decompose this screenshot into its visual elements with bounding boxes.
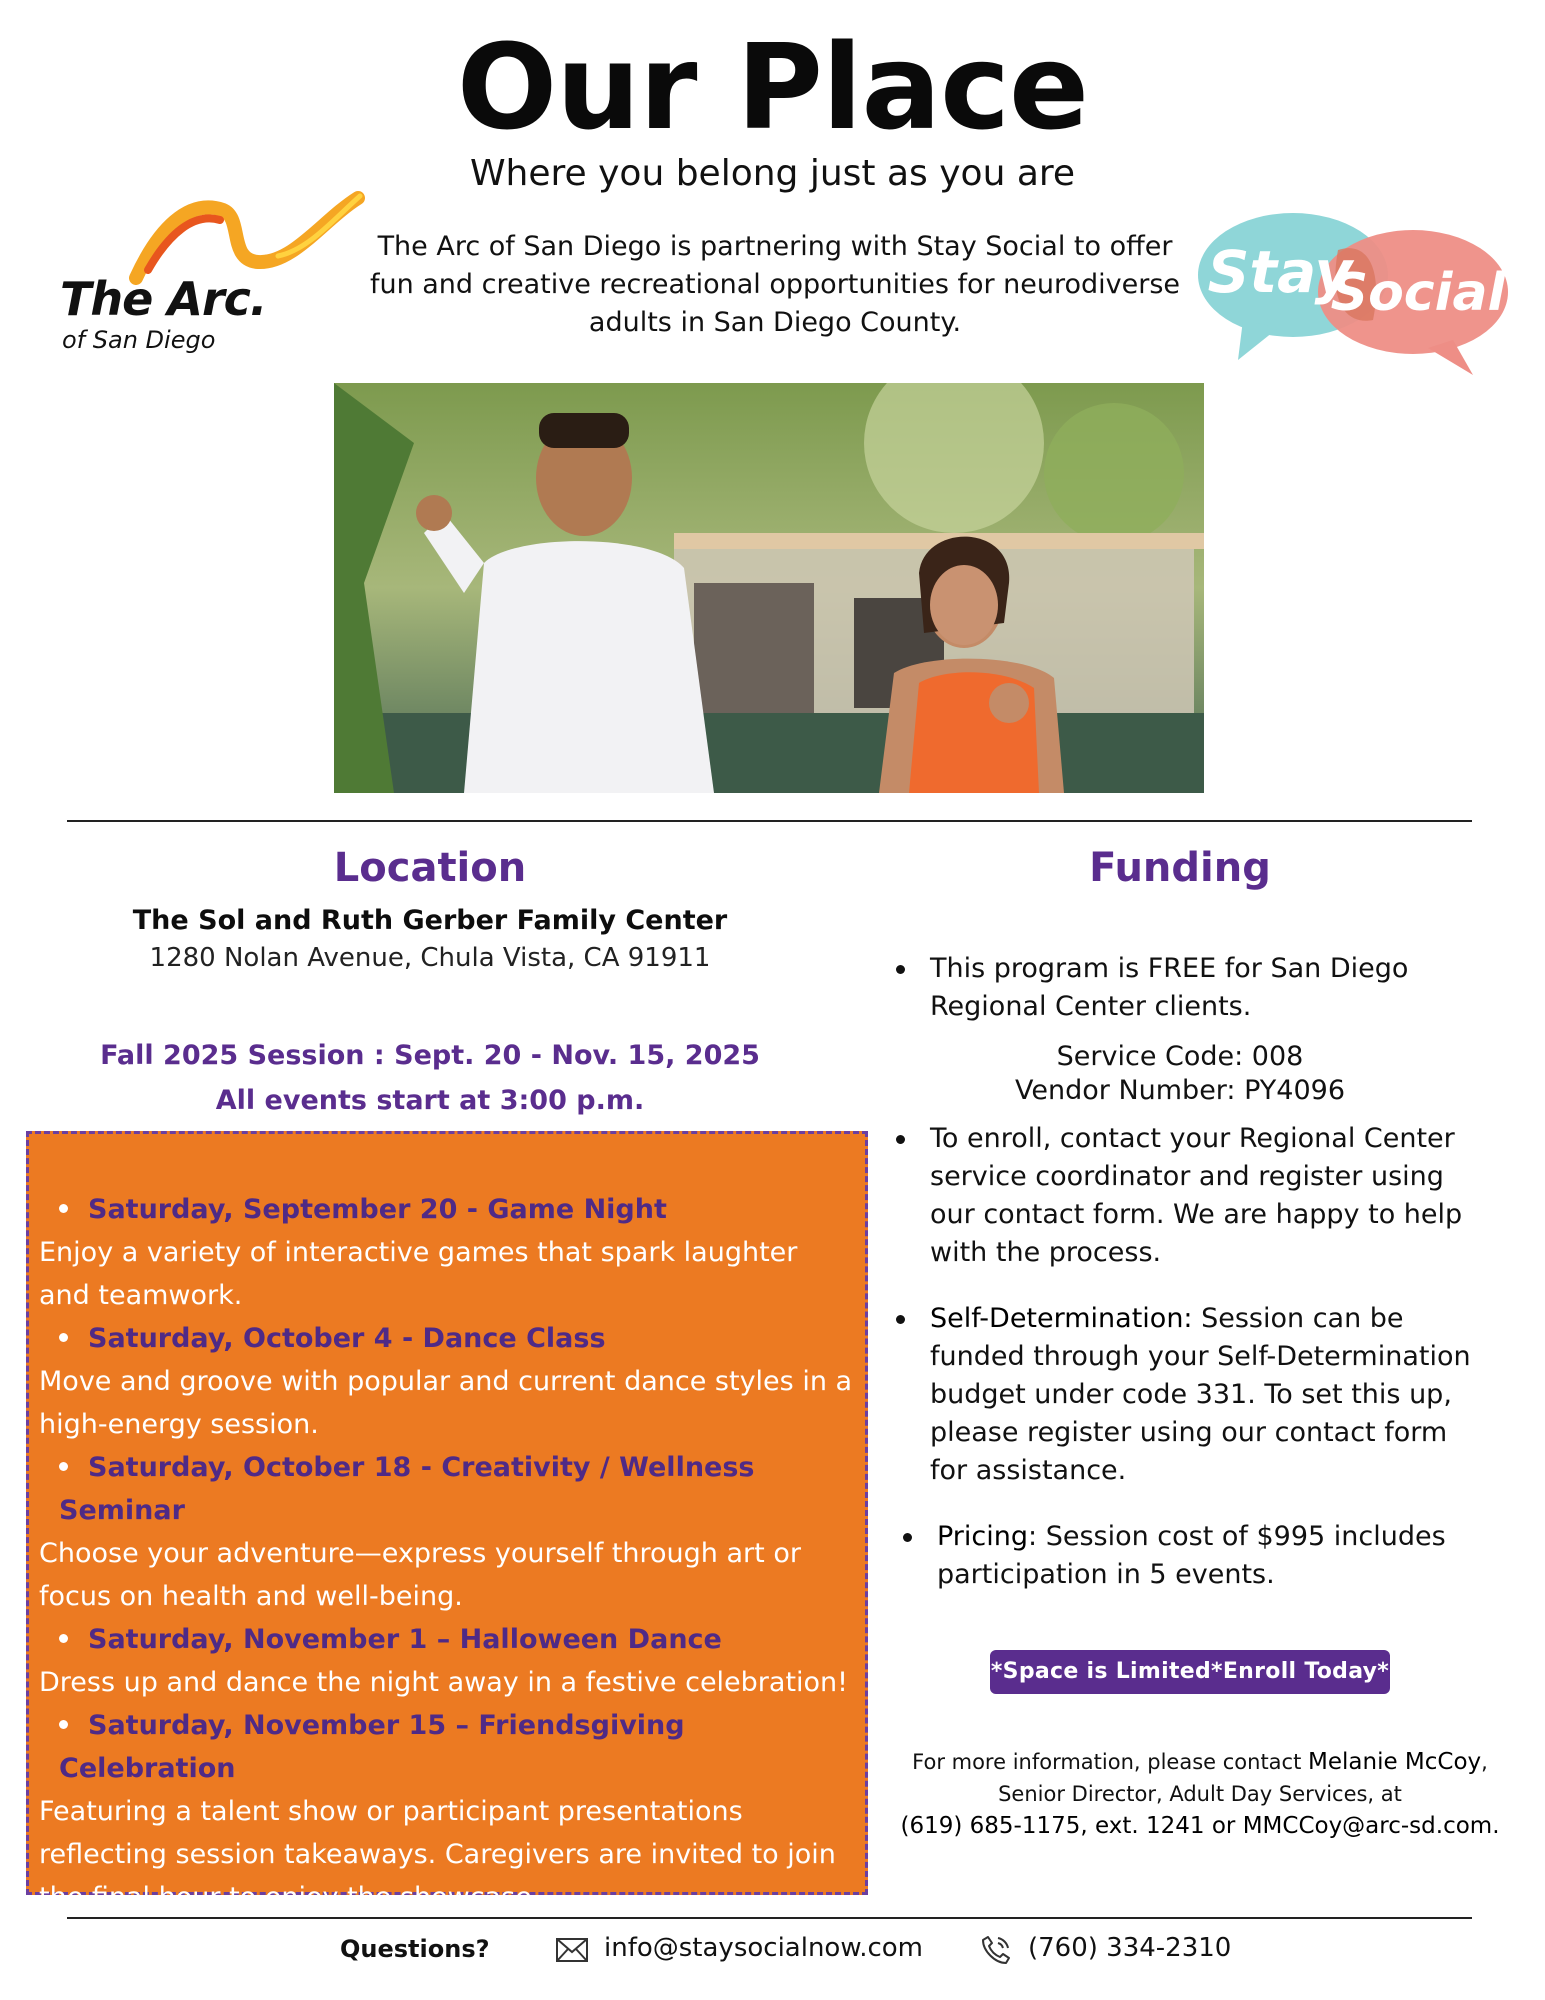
event-description: Enjoy a variety of interactive games that spark laughter and teamwork. (39, 1237, 798, 1311)
enroll-today-badge: *Space is Limited*Enroll Today* (990, 1650, 1390, 1694)
contact-title: Senior Director, Adult Day Services, at (998, 1782, 1402, 1806)
pricing-label: Pricing (937, 1521, 1029, 1552)
pricing-text: : Session cost of $995 includes participation in 5 events. (937, 1521, 1446, 1590)
arc-logo (58, 190, 318, 360)
contact-line1-post: , (1481, 1750, 1488, 1774)
funding-heading: Funding (1089, 845, 1271, 891)
footer-email-link[interactable]: info@staysocialnow.com (604, 1933, 924, 1963)
funding-pricing-item (937, 1518, 1477, 1594)
venue-name: The Sol and Ruth Gerber Family Center (132, 905, 728, 936)
speech-bubbles-icon (1198, 210, 1508, 380)
bullet-icon (896, 965, 905, 974)
event-description: Dress up and dance the night away in a festive celebration! (39, 1667, 848, 1698)
social-word: Social (1330, 263, 1506, 323)
funding-enroll-text: To enroll, contact your Regional Center service coordinator and register using our contact form. We are happy to help with the process. (930, 1123, 1463, 1268)
event-description: Choose your adventure—express yourself through art or focus on health and well-being. (39, 1538, 801, 1612)
funding-free-item (930, 950, 1450, 1026)
event-item (39, 1618, 853, 1704)
arc-logo-subtitle: of San Diego (62, 326, 216, 354)
session-start-time: All events start at 3:00 p.m. (215, 1085, 645, 1116)
bullet-icon (896, 1135, 905, 1144)
bullet-icon (896, 1315, 905, 1324)
bullet-icon (59, 1204, 68, 1213)
event-title: Saturday, November 1 – Halloween Dance (88, 1624, 722, 1655)
event-description: Move and groove with popular and current dance styles in a high-energy session. (39, 1366, 853, 1440)
arc-logo-name: The Arc. (60, 272, 267, 326)
mail-icon (556, 1938, 588, 1962)
contact-name: Melanie McCoy (1308, 1749, 1482, 1775)
event-title: Saturday, October 4 - Dance Class (88, 1323, 606, 1354)
bullet-icon (59, 1462, 68, 1471)
funding-codes (880, 1040, 1480, 1108)
divider-top (67, 820, 1472, 822)
session-dates: Fall 2025 Session : Sept. 20 - Nov. 15, 2025 (100, 1040, 760, 1071)
contact-phone-email[interactable]: (619) 685-1175, ext. 1241 or MMCCoy@arc-sd.com. (900, 1813, 1500, 1839)
stay-social-logo (1198, 210, 1508, 380)
event-item (39, 1317, 853, 1446)
contact-line1-pre: For more information, please contact (912, 1750, 1309, 1774)
event-item (39, 1188, 853, 1317)
contact-info (880, 1746, 1520, 1842)
divider-bottom (67, 1917, 1472, 1919)
events-list (26, 1131, 868, 1913)
event-title: Saturday, September 20 - Game Night (88, 1194, 667, 1225)
event-item (39, 1704, 853, 1919)
event-title: Saturday, November 15 – Friendsgiving Celebration (59, 1710, 685, 1784)
location-heading: Location (333, 845, 527, 891)
event-title: Saturday, October 18 - Creativity / Wellness Seminar (59, 1452, 755, 1526)
self-determination-text: Session can be funded through your Self-Determination budget under code 331. To set this up, please register using our contact form for assistance. (930, 1303, 1471, 1486)
event-description: Featuring a talent show or participant presentations reflecting session takeaways. Caregivers are invited to join the final hour to enjoy the showcase. (39, 1796, 836, 1913)
footer-questions-label: Questions? (340, 1935, 490, 1963)
bullet-icon (903, 1533, 912, 1542)
vendor-number: Vendor Number: PY4096 (1015, 1075, 1345, 1106)
footer-phone-number[interactable]: (760) 334-2310 (1028, 1933, 1232, 1963)
funding-self-determination-item (930, 1300, 1480, 1490)
tagline: Where you belong just as you are (469, 153, 1076, 194)
bullet-icon (59, 1333, 68, 1342)
bullet-icon (59, 1634, 68, 1643)
event-item (39, 1446, 853, 1618)
service-code: Service Code: 008 (1056, 1041, 1304, 1072)
venue-address: 1280 Nolan Avenue, Chula Vista, CA 91911 (149, 943, 711, 973)
hero-photo (334, 383, 1204, 793)
bullet-icon (59, 1720, 68, 1729)
phone-icon (980, 1934, 1012, 1966)
page-title: Our Place (456, 18, 1089, 156)
funding-free-text: This program is FREE for San Diego Regional Center clients. (930, 953, 1409, 1022)
stay-word: Stay (1207, 238, 1353, 306)
intro-text: The Arc of San Diego is partnering with Stay Social to offer fun and creative recreational opportunities for neurodiverse adults in San Diego County. (369, 231, 1181, 338)
funding-enroll-item (930, 1120, 1470, 1272)
self-determination-label: Self-Determination: (930, 1303, 1193, 1334)
arc-swoosh-icon (128, 190, 368, 285)
